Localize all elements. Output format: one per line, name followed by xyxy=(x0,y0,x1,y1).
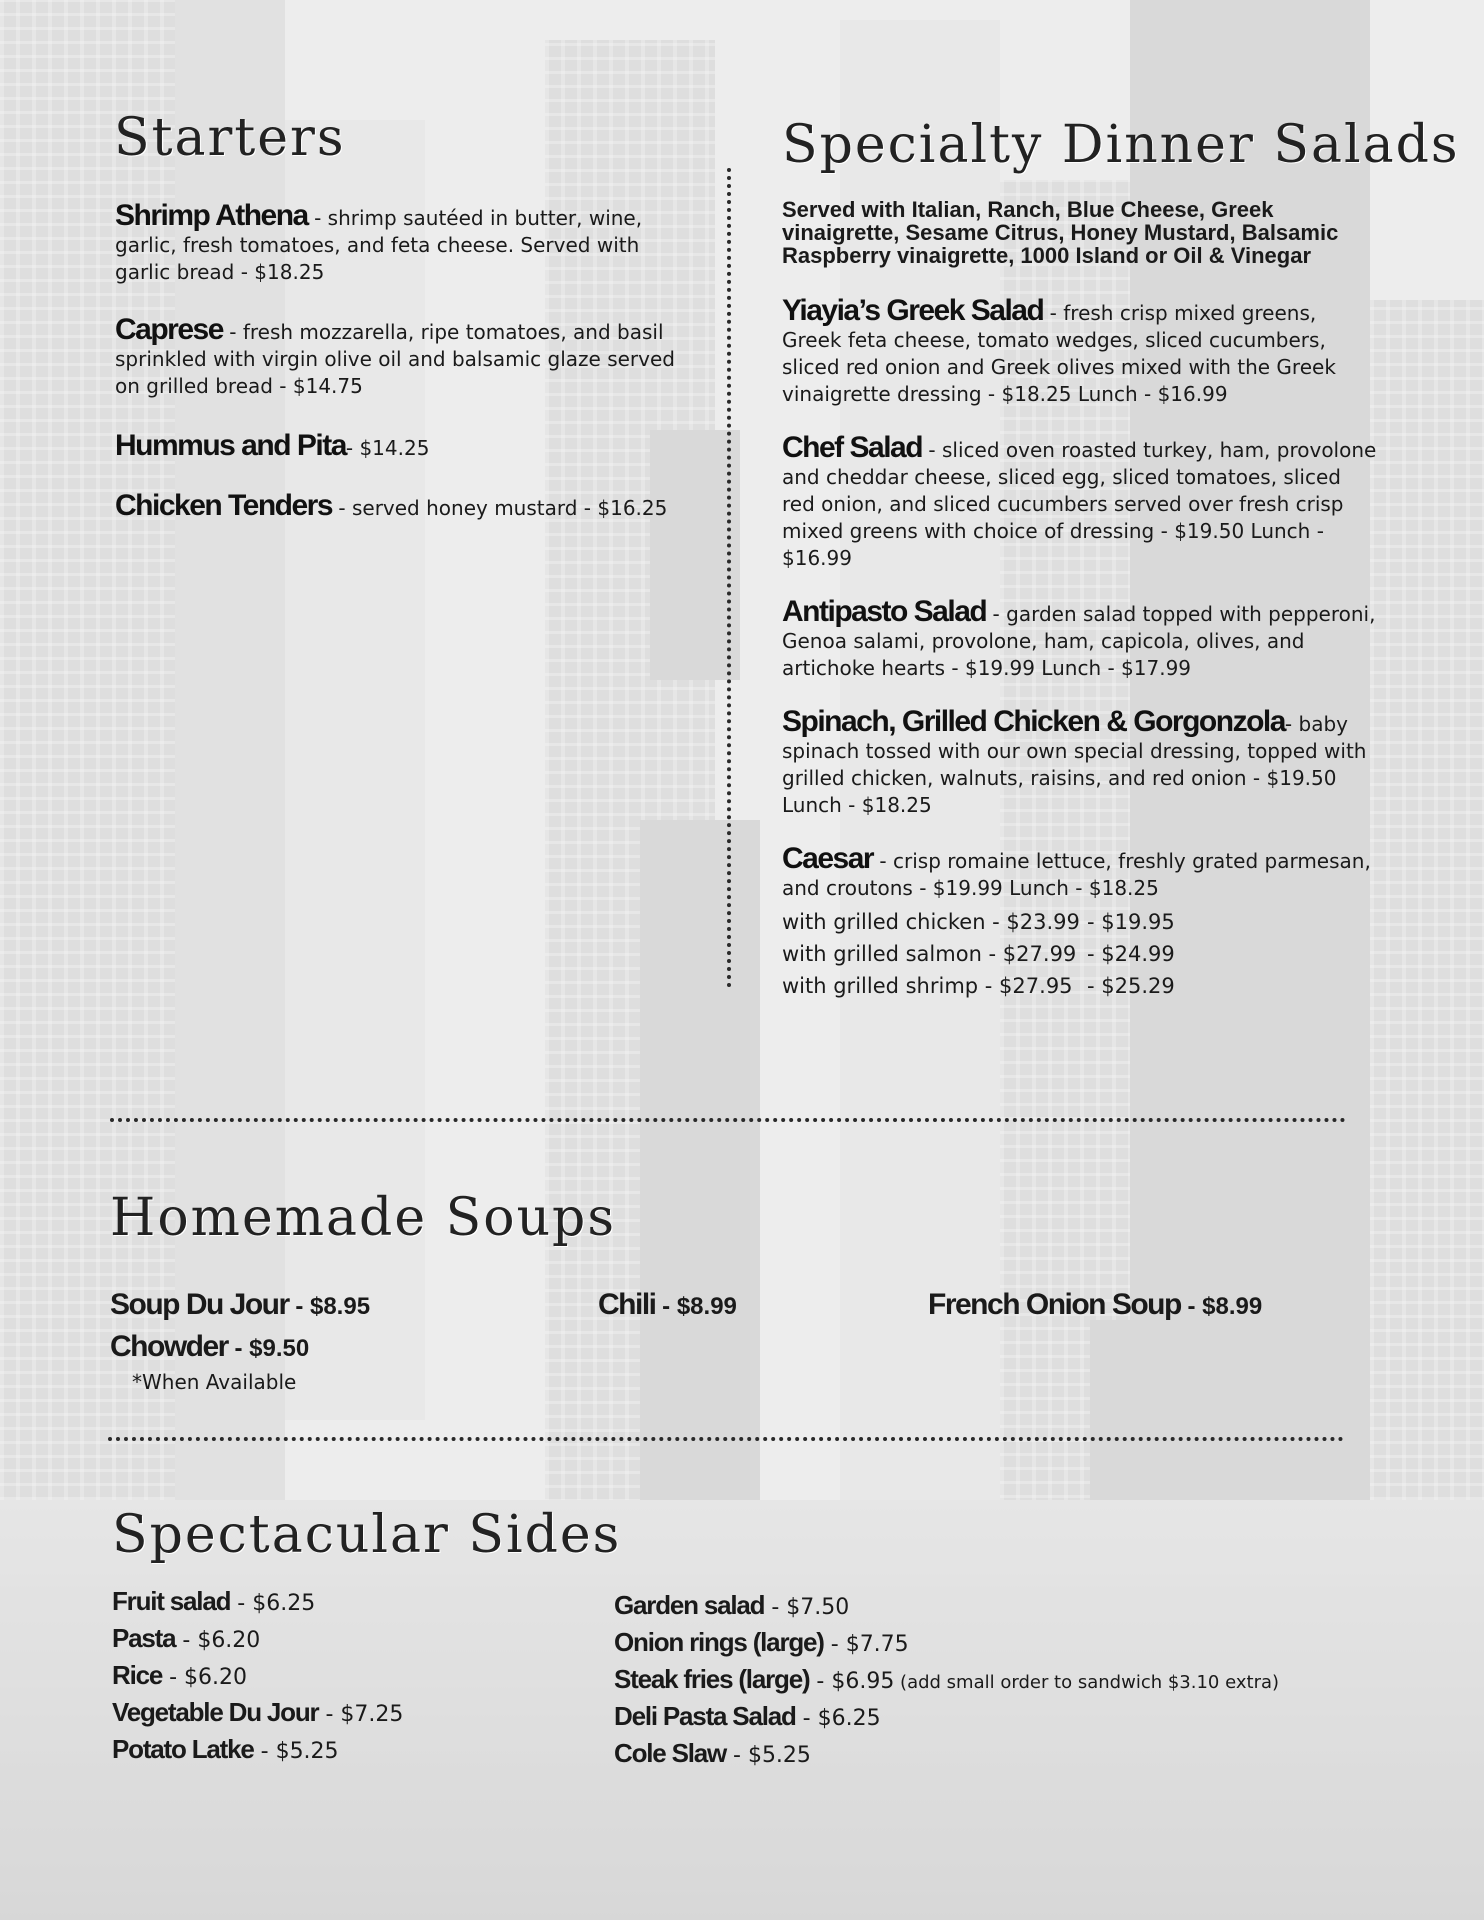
section-divider xyxy=(110,1118,1346,1122)
soups-heading: Homemade Soups xyxy=(110,1188,617,1248)
side-price: - $7.25 xyxy=(318,1702,404,1727)
side-name: Cole Slaw xyxy=(614,1738,727,1768)
starter-item xyxy=(115,199,690,286)
side-name: Fruit salad xyxy=(112,1586,231,1616)
side-item xyxy=(614,1738,1279,1775)
caesar-option-row xyxy=(782,906,1380,938)
section-divider xyxy=(108,1437,1344,1441)
soup-price: - $8.95 xyxy=(288,1293,371,1320)
soup-item xyxy=(110,1330,309,1364)
soup-price: - $9.50 xyxy=(227,1335,310,1362)
caesar-option-label: with grilled salmon - $27.99 xyxy=(782,942,1077,966)
side-price: - $7.50 xyxy=(764,1595,850,1620)
side-price: - $5.25 xyxy=(253,1739,339,1764)
side-name: Steak fries (large) xyxy=(614,1664,810,1694)
soup-item xyxy=(598,1288,737,1322)
side-price: - $7.75 xyxy=(823,1632,909,1657)
caesar-options xyxy=(782,906,1380,1002)
side-price: - $5.25 xyxy=(726,1743,811,1768)
side-item xyxy=(112,1586,403,1623)
caesar-option-lunch: - $19.95 xyxy=(1087,910,1175,934)
side-name: Pasta xyxy=(112,1623,176,1653)
soup-price: - $8.99 xyxy=(655,1293,737,1320)
starter-desc: - served honey mustard - $16.25 xyxy=(332,496,668,520)
column-divider xyxy=(727,168,731,988)
caesar-option-label: with grilled chicken - $23.99 xyxy=(782,910,1080,934)
sides-heading: Spectacular Sides xyxy=(112,1505,622,1565)
starter-desc: - shrimp sautéed in butter, wine, garlic, fresh tomatoes, and feta cheese. Served with garlic bread - $18.25 xyxy=(115,206,643,284)
side-name: Onion rings (large) xyxy=(614,1627,824,1657)
starter-name: Hummus and Pita xyxy=(115,429,346,462)
salads-heading: Specialty Dinner Salads xyxy=(782,115,1460,175)
salad-name: Antipasto Salad xyxy=(782,595,987,628)
sides-list-left xyxy=(112,1586,403,1771)
soup-item xyxy=(110,1288,370,1322)
salad-name: Yiayia’s Greek Salad xyxy=(782,294,1044,327)
side-item xyxy=(112,1660,403,1697)
soup-name: Chili xyxy=(598,1288,656,1321)
caesar-option-row xyxy=(782,938,1380,970)
side-price: - $6.20 xyxy=(162,1665,248,1690)
starter-name: Chicken Tenders xyxy=(115,489,333,522)
starter-desc: - fresh mozzarella, ripe tomatoes, and basil sprinkled with virgin olive oil and balsamic glaze served on grilled bread - $14.75 xyxy=(115,320,675,398)
side-price: - $6.95 xyxy=(809,1669,895,1694)
salad-desc: - garden salad topped with pepperoni, Genoa salami, provolone, ham, capicola, olives, and artichoke hearts - $19.99 Lunch - $17.99 xyxy=(782,602,1376,680)
side-price: - $6.20 xyxy=(175,1628,261,1653)
availability-note: *When Available xyxy=(132,1370,297,1394)
side-extra: (add small order to sandwich $3.10 extra) xyxy=(894,1672,1280,1693)
salad-item xyxy=(782,595,1380,682)
side-item xyxy=(614,1701,1279,1738)
caesar-option-row xyxy=(782,970,1380,1002)
side-name: Potato Latke xyxy=(112,1734,254,1764)
salad-desc: - sliced oven roasted turkey, ham, provolone and cheddar cheese, sliced egg, sliced tomatoes, sliced red onion, and sliced cucumbers served over fresh crisp mixed greens with choice of dressing - $19.50 Lunch - $16.99 xyxy=(782,438,1377,570)
salad-item xyxy=(782,294,1380,408)
soup-price: - $8.99 xyxy=(1180,1293,1263,1320)
starter-name: Caprese xyxy=(115,313,223,346)
soup-name: Chowder xyxy=(110,1330,228,1363)
side-item xyxy=(112,1623,403,1660)
sides-list-right xyxy=(614,1590,1279,1775)
starter-item xyxy=(115,429,690,462)
starters-list xyxy=(115,199,690,550)
salad-item xyxy=(782,842,1380,902)
soup-item xyxy=(928,1288,1262,1322)
starter-desc: - $14.25 xyxy=(345,436,430,460)
side-price: - $6.25 xyxy=(795,1706,881,1731)
salad-item xyxy=(782,705,1380,819)
side-name: Rice xyxy=(112,1660,163,1690)
caesar-option-lunch: - $24.99 xyxy=(1087,942,1175,966)
salad-desc: - fresh crisp mixed greens, Greek feta cheese, tomato wedges, sliced cucumbers, sliced red onion and Greek olives mixed with the Greek vinaigrette dressing - $18.25 Lunch - $16.99 xyxy=(782,301,1336,406)
starter-name: Shrimp Athena xyxy=(115,199,308,232)
starters-heading: Starters xyxy=(114,108,346,168)
salads-list xyxy=(782,198,1380,1002)
soup-name: French Onion Soup xyxy=(928,1288,1181,1321)
side-item xyxy=(112,1697,403,1734)
starter-item xyxy=(115,489,690,522)
side-item xyxy=(614,1590,1279,1627)
side-name: Vegetable Du Jour xyxy=(112,1697,319,1727)
dressing-options: Served with Italian, Ranch, Blue Cheese, Greek vinaigrette, Sesame Citrus, Honey Mustard, Balsamic Raspberry vinaigrette, 1000 Island or Oil & Vinegar xyxy=(782,197,1339,268)
salad-item xyxy=(782,431,1380,572)
side-item xyxy=(614,1627,1279,1664)
caesar-option-lunch: - $25.29 xyxy=(1087,974,1175,998)
salad-name: Chef Salad xyxy=(782,431,923,464)
salad-desc: - crisp romaine lettuce, freshly grated parmesan, and croutons - $19.99 Lunch - $18.25 xyxy=(782,849,1371,900)
side-item xyxy=(614,1664,1279,1701)
side-name: Deli Pasta Salad xyxy=(614,1701,796,1731)
salad-desc: - baby spinach tossed with our own special dressing, topped with grilled chicken, walnuts, raisins, and red onion - $19.50 Lunch - $18.25 xyxy=(782,712,1367,817)
side-price: - $6.25 xyxy=(230,1591,316,1616)
soup-name: Soup Du Jour xyxy=(110,1288,289,1321)
side-name: Garden salad xyxy=(614,1590,765,1620)
caesar-option-label: with grilled shrimp - $27.95 xyxy=(782,974,1073,998)
side-item xyxy=(112,1734,403,1771)
salad-name: Spinach, Grilled Chicken & Gorgonzola xyxy=(782,705,1285,738)
starter-item xyxy=(115,313,690,400)
salad-name: Caesar xyxy=(782,842,874,875)
